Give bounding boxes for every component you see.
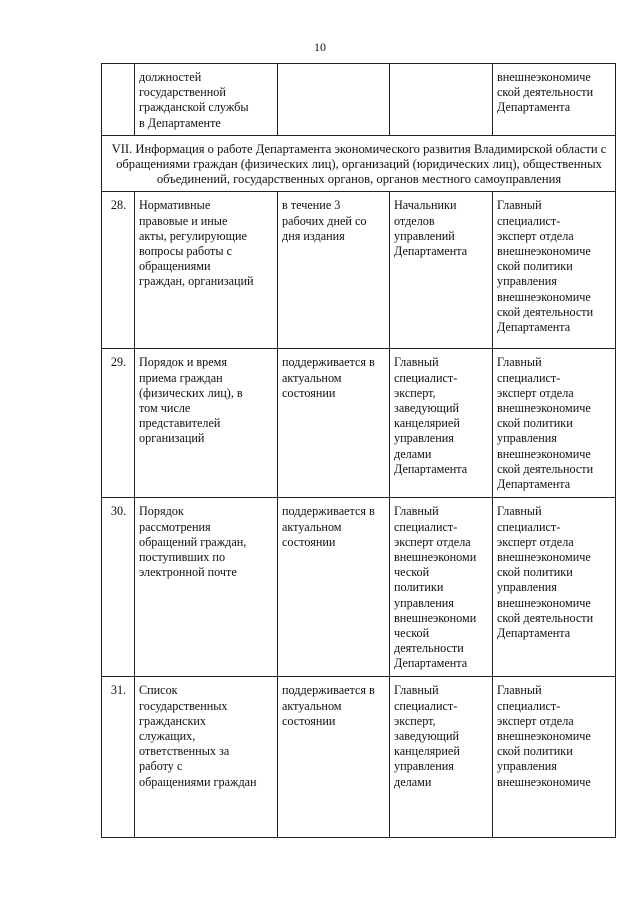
text-line: эксперт, <box>394 713 436 728</box>
text-line: эксперт, <box>394 385 436 400</box>
text-line: должностей <box>139 70 202 84</box>
cell-provider <box>390 192 493 349</box>
cell-name <box>135 192 278 349</box>
text-line: граждан, организаций <box>139 274 254 289</box>
text-line: Департамента <box>394 461 468 476</box>
text-line: заведующий <box>394 729 459 744</box>
text-line: Главный <box>497 355 542 370</box>
text-line: ответственных за <box>139 744 230 759</box>
text-line: эксперт отдела <box>497 228 574 243</box>
continuation-row <box>102 64 616 136</box>
text-line: ской политики <box>497 565 573 580</box>
text-line: внешнеэкономиче <box>497 595 591 610</box>
table-row <box>102 498 616 677</box>
text-line: поддерживается в <box>282 504 375 519</box>
table-row <box>102 677 616 838</box>
text-line: Главный <box>394 683 439 698</box>
text-line: заведующий <box>394 401 459 416</box>
text-line: актуальном <box>282 519 342 534</box>
text-line: управления <box>497 274 557 289</box>
text-line: делами <box>394 446 432 461</box>
text-line: Департамента <box>497 626 571 641</box>
text-line: правовые и иные <box>139 213 228 228</box>
text-line: Нормативные <box>139 198 211 213</box>
text-line: приема граждан <box>139 370 223 385</box>
text-line: ской политики <box>497 744 573 759</box>
text-line: Главный <box>497 198 542 213</box>
text-line: Начальники <box>394 198 457 213</box>
cell-responsible <box>493 677 616 838</box>
section-title: VII. Информация о работе Департамента экономического развития Владимирской области с обращениями граждан (физических лиц), организаций (юридических лиц), общественных объединений, государственных органов, органов местного самоуправления <box>102 135 616 192</box>
text-line: внешнеэкономи <box>394 610 477 625</box>
text-line: управления <box>497 431 557 446</box>
text-line: политики <box>394 580 444 595</box>
text-line: Список <box>139 683 178 698</box>
text-line: внешнеэкономиче <box>497 401 591 416</box>
text-line: внешнеэкономиче <box>497 244 591 259</box>
text-line: дня издания <box>282 228 345 243</box>
text-line: актуальном <box>282 698 342 713</box>
text-line: эксперт отдела <box>497 713 574 728</box>
cell-name <box>135 498 278 677</box>
text-line: Главный <box>394 355 439 370</box>
text-line: канцелярией <box>394 416 460 431</box>
text-line: Главный <box>497 683 542 698</box>
text-line: управления <box>394 759 454 774</box>
information-table <box>101 63 616 838</box>
text-line: Департамента <box>497 320 571 335</box>
text-line: эксперт отдела <box>497 534 574 549</box>
text-line: обращений граждан, <box>139 534 247 549</box>
cell-number <box>102 64 135 136</box>
text-line: состоянии <box>282 385 336 400</box>
text-line: акты, регулирующие <box>139 228 247 243</box>
text-line: состоянии <box>282 713 336 728</box>
text-line: Департамента <box>394 656 468 671</box>
text-line: специалист- <box>497 698 561 713</box>
text-line: управлений <box>394 228 455 243</box>
text-line: гражданской службы <box>139 100 249 115</box>
text-line: поддерживается в <box>282 683 375 698</box>
text-line: управления <box>394 431 454 446</box>
table-row <box>102 192 616 349</box>
text-line: Порядок <box>139 504 184 519</box>
text-line: делами <box>394 774 432 789</box>
text-line: канцелярией <box>394 744 460 759</box>
text-line: служащих, <box>139 729 196 744</box>
text-line: отделов <box>394 213 435 228</box>
text-line: организаций <box>139 431 205 446</box>
cell-provider <box>390 498 493 677</box>
cell-name <box>135 64 278 136</box>
cell-number: 31. <box>102 677 135 838</box>
text-line: эксперт отдела <box>497 385 574 400</box>
text-line: государственной <box>139 85 226 100</box>
text-line: обращениями <box>139 259 211 274</box>
text-line: специалист- <box>497 519 561 534</box>
text-line: актуальном <box>282 370 342 385</box>
text-line: ческой <box>394 565 430 580</box>
text-line: внешнеэкономиче <box>497 729 591 744</box>
text-line: Департамента <box>497 477 571 492</box>
text-line: ской деятельности <box>497 85 594 100</box>
cell-responsible <box>493 192 616 349</box>
text-line: электронной почте <box>139 565 237 580</box>
text-line: специалист- <box>394 698 458 713</box>
cell-term <box>278 192 390 349</box>
text-line: обращениями граждан <box>139 774 257 789</box>
section-header-row <box>102 135 616 192</box>
cell-name <box>135 349 278 498</box>
text-line: государственных <box>139 698 228 713</box>
text-line: специалист- <box>497 213 561 228</box>
cell-provider <box>390 349 493 498</box>
text-line: рассмотрения <box>139 519 211 534</box>
text-line: ской деятельности <box>497 461 594 476</box>
text-line: том числе <box>139 401 191 416</box>
text-line: ской деятельности <box>497 304 594 319</box>
text-line: ской политики <box>497 259 573 274</box>
text-line: внешнеэкономиче <box>497 550 591 565</box>
text-line: работу с <box>139 759 183 774</box>
text-line: внешнеэкономиче <box>497 774 591 789</box>
cell-term <box>278 677 390 838</box>
text-line: внешнеэкономиче <box>497 446 591 461</box>
text-line: ской политики <box>497 416 573 431</box>
text-line: специалист- <box>497 370 561 385</box>
text-line: управления <box>394 595 454 610</box>
text-line: специалист- <box>394 370 458 385</box>
text-line: ской деятельности <box>497 610 594 625</box>
cell-number: 30. <box>102 498 135 677</box>
cell-name <box>135 677 278 838</box>
cell-number: 29. <box>102 349 135 498</box>
text-line: в Департаменте <box>139 115 221 130</box>
text-line: деятельности <box>394 641 464 656</box>
page-number: 10 <box>314 40 326 54</box>
table-row <box>102 349 616 498</box>
text-line: поддерживается в <box>282 355 375 370</box>
text-line: Главный <box>497 504 542 519</box>
text-line: рабочих дней со <box>282 213 367 228</box>
text-line: ческой <box>394 626 430 641</box>
text-line: специалист- <box>394 519 458 534</box>
text-line: вопросы работы с <box>139 244 233 259</box>
text-line: Главный <box>394 504 439 519</box>
text-line: (физических лиц), в <box>139 385 243 400</box>
text-line: представителей <box>139 416 221 431</box>
text-line: внешнеэкономи <box>394 550 477 565</box>
text-line: в течение 3 <box>282 198 341 213</box>
text-line: Департамента <box>497 100 571 115</box>
text-line: состоянии <box>282 534 336 549</box>
text-line: внешнеэкономиче <box>497 289 591 304</box>
cell-responsible <box>493 349 616 498</box>
cell-provider <box>390 64 493 136</box>
text-line: Порядок и время <box>139 355 228 370</box>
text-line: внешнеэкономиче <box>497 70 591 84</box>
text-line: эксперт отдела <box>394 534 471 549</box>
text-line: гражданских <box>139 713 207 728</box>
cell-responsible <box>493 498 616 677</box>
cell-provider <box>390 677 493 838</box>
cell-term <box>278 498 390 677</box>
text-line: Департамента <box>394 244 468 259</box>
text-line: управления <box>497 759 557 774</box>
cell-term <box>278 349 390 498</box>
text-line: поступивших по <box>139 550 226 565</box>
cell-responsible <box>493 64 616 136</box>
cell-term <box>278 64 390 136</box>
cell-number: 28. <box>102 192 135 349</box>
text-line: управления <box>497 580 557 595</box>
